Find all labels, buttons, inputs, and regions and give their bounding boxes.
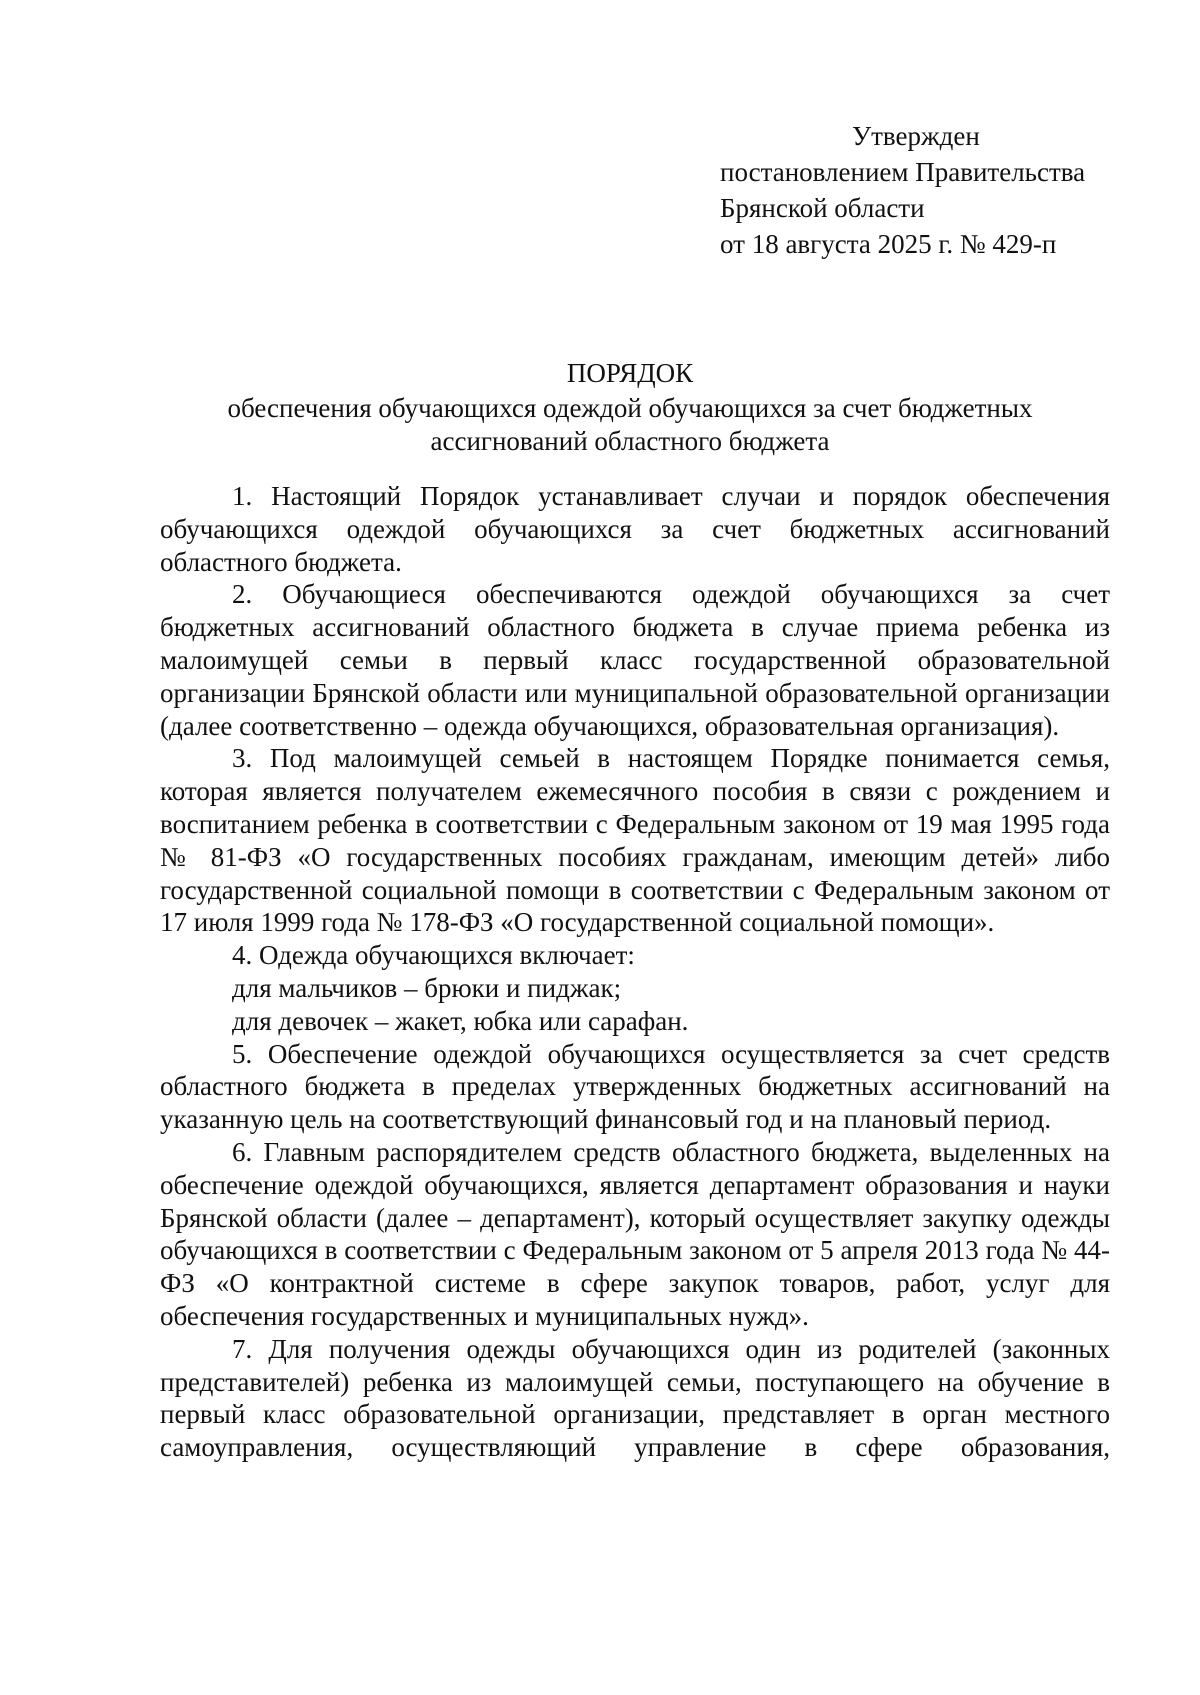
paragraph-1: 1. Настоящий Порядок устанавливает случаи и порядок обеспечения обучающихся одеждой обучающихся за счет бюджетных ассигнований областного бюджета. [160,481,1110,577]
approval-line-date-number: от 18 августа 2025 г. № 429-п [720,229,1057,259]
document-subtitle-line-1: обеспечения обучающихся одеждой обучающихся за счет бюджетных [227,393,1033,423]
approval-line-resolution: постановлением Правительства [720,157,1086,187]
paragraph-4-item-girls: для девочек – жакет, юбка или сарафан. [232,1005,689,1036]
approval-stamp [720,118,1085,262]
paragraph-7: 7. Для получения одежды обучающихся один из родителей (законных представителей) ребенка из малоимущей семьи, поступающего на обучение в первый класс образовательной организации, представляет в орган местного самоуправления, осуществляющий управление в сфере образования, [160,1333,1110,1463]
paragraph-6: 6. Главным распорядителем средств областного бюджета, выделенных на обеспечение одеждой обучающихся, является департамент образования и науки Брянской области (далее – департамент), который осуществляет закупку одежды обучающихся в соответствии с Федеральным законом от 5 апреля 2013 года № 44-ФЗ «О контрактной системе в сфере закупок товаров, работ, услуг для обеспечения государственных и муниципальных нужд». [160,1136,1110,1331]
approval-line-approved: Утвержден [852,121,980,151]
paragraph-2: 2. Обучающиеся обеспечиваются одеждой обучающихся за счет бюджетных ассигнований областного бюджета в случае приема ребенка из малоимущей семьи в первый класс государственной образовательной организации Брянской области или муниципальной образовательной организации (далее соответственно – одежда обучающихся, образовательная организация). [160,579,1110,741]
document-body [160,480,1110,1464]
document-title: ПОРЯДОК [566,358,694,388]
paragraph-4-item-boys: для мальчиков – брюки и пиджак; [232,972,622,1003]
paragraph-5: 5. Обеспечение одеждой обучающихся осуществляется за счет средств областного бюджета в пределах утвержденных бюджетных ассигнований на указанную цель на соответствующий финансовый год и на плановый период. [160,1038,1110,1135]
approval-line-region: Брянской области [720,193,925,223]
document-title-block [150,357,1110,458]
paragraph-4: 4. Одежда обучающихся включает: [232,940,635,971]
paragraph-3: 3. Под малоимущей семьей в настоящем Порядке понимается семья, которая является получателем ежемесячного пособия в связи с рождением и воспитанием ребенка в соответствии с Федеральным законом от 19 мая 1995 года № 81-ФЗ «О государственных пособиях гражданам, имеющим детей» либо государственной социальной помощи в соответствии с Федеральным законом от 17 июля 1999 года № 178-ФЗ «О государственной социальной помощи». [160,743,1110,938]
document-subtitle-line-2: ассигнований областного бюджета [430,426,830,456]
